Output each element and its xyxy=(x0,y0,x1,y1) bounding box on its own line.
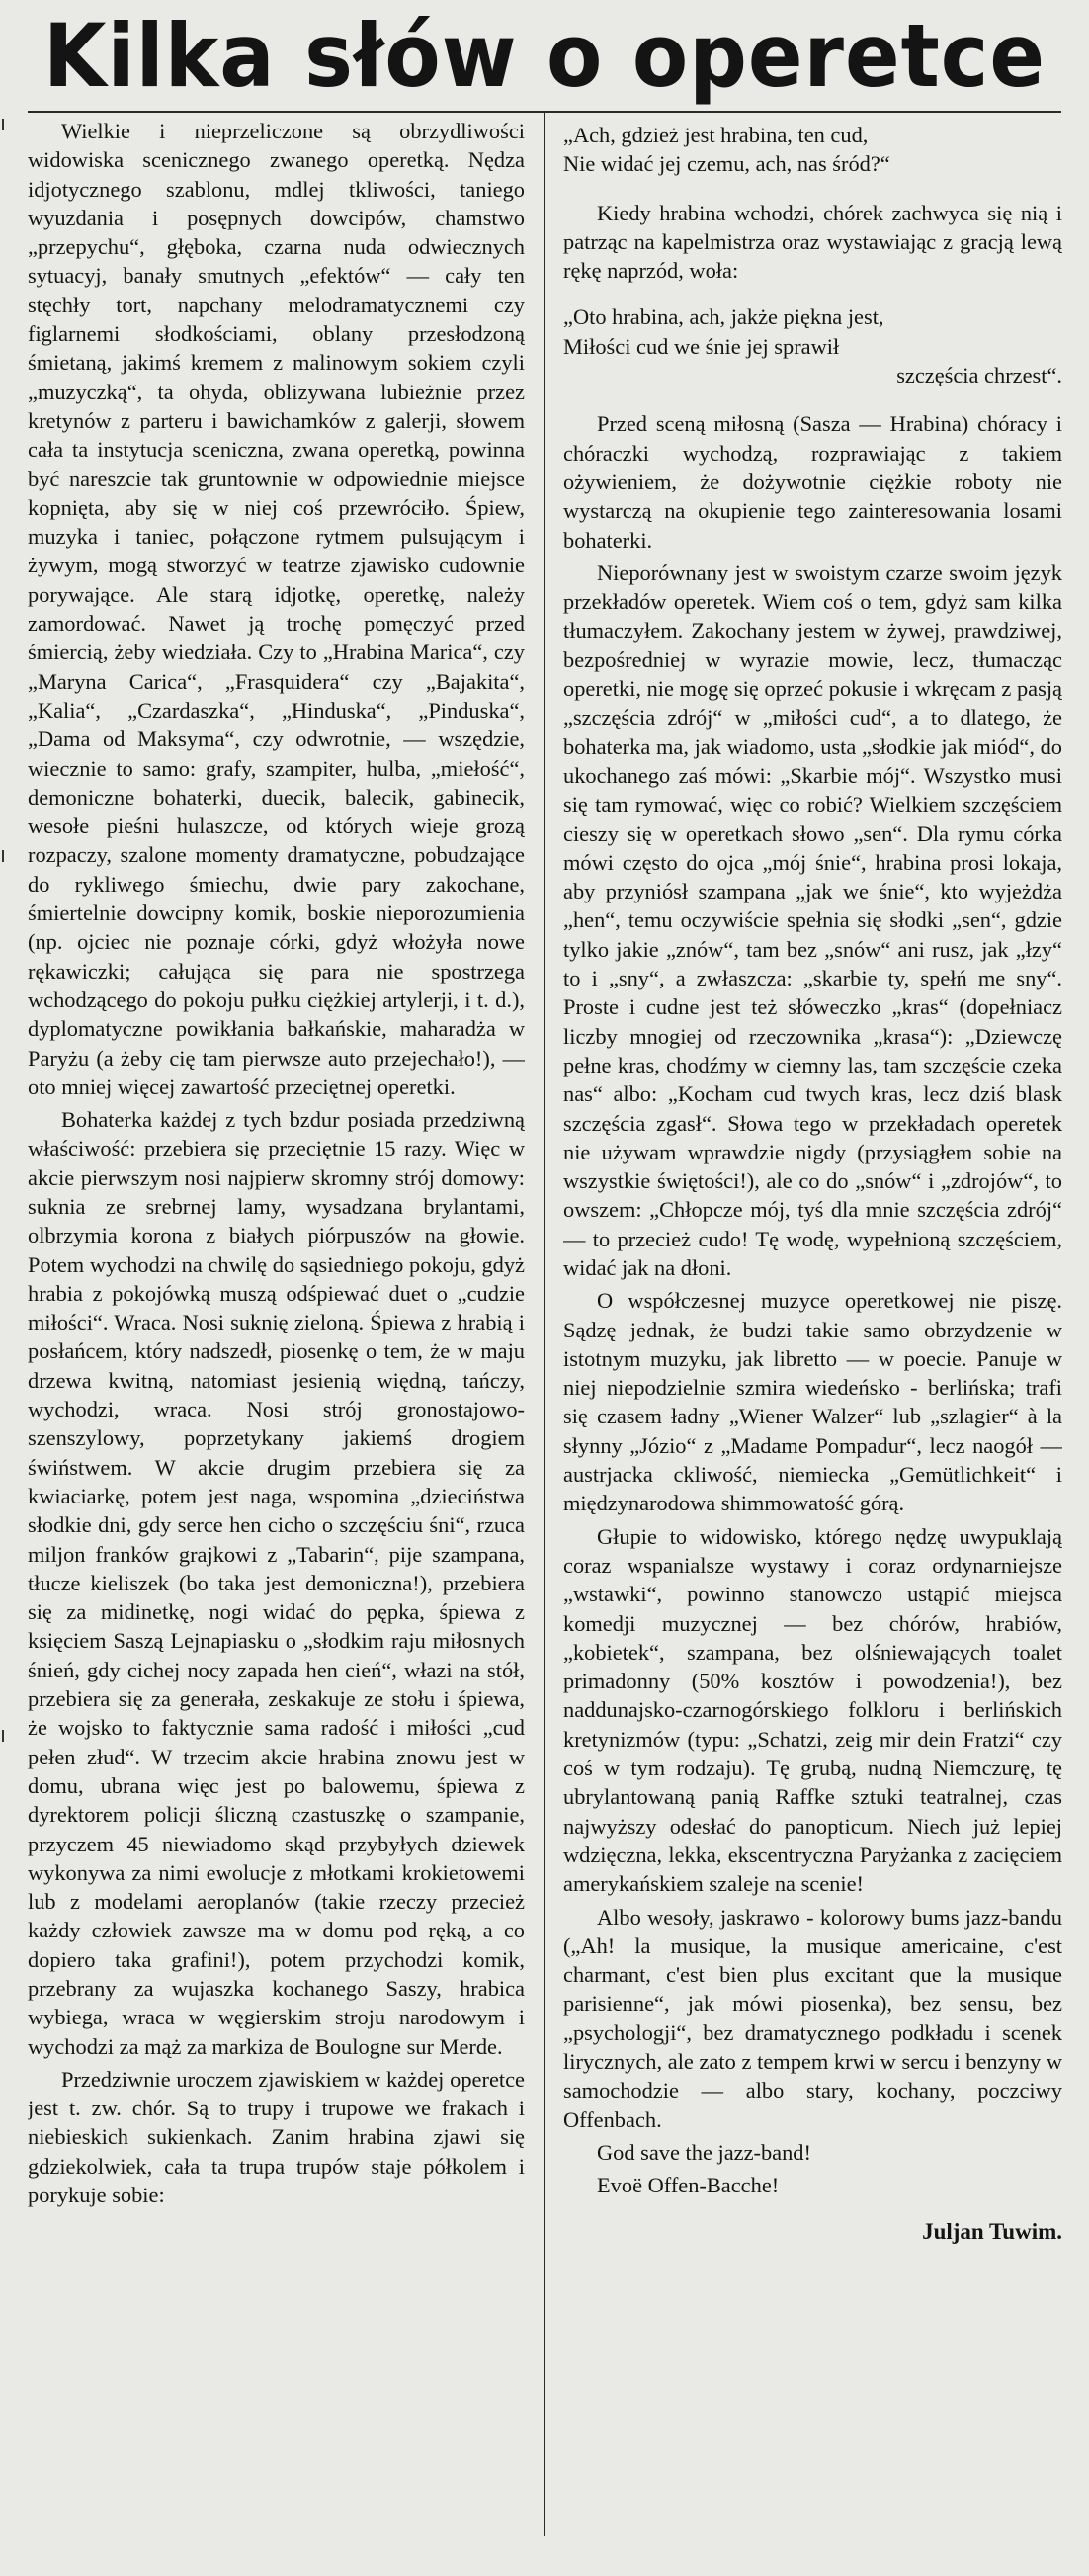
right-column xyxy=(563,117,1062,2548)
author-signature: Juljan Tuwim. xyxy=(922,2219,1062,2245)
paragraph: Albo wesoły, jaskrawo - kolorowy bums jazz-bandu („Ah! la musique, la musique americaine, c'est charmant, c'est bien plus excitant que la musique parisienne“, jak mówi piosenka), bez sensu, bez „psychologji“, bez dramatycznego podkładu i scenek lirycznych, ale zato z tempem krwi w sercu i benzyny w samochodzie — albo stary, kochany, poczciwy Offenbach. xyxy=(563,1904,1062,2132)
paragraph: Przed sceną miłosną (Sasza — Hrabina) chóracy i chóraczki wychodzą, rozprawiając z takiem ożywieniem, że dożywotnie ciężkie roboty nie wystarczą na okupienie tego zainteresowania losami bohaterki. xyxy=(563,411,1062,553)
column-divider xyxy=(544,111,545,2536)
margin-mark xyxy=(2,850,4,862)
closing-line: God save the jazz-band! xyxy=(597,2139,811,2165)
paragraph: O współczesnej muzyce operetkowej nie piszę. Sądzę jednak, że budzi takie samo obrzydzenie w istotnym muzyku, jak libretto — w poecie. Panuje w niej niepodzielnie szmira wiedeńsko - berlińska; trafi się czasem ładny „Wiener Walzer“ lub „szlagier“ à la słynny „Józio“ z „Madame Pompadur“, lecz naogół — austrjacka ckliwość, niemiecka „Gemütlichkeit“ i międzynarodowa shimmowatość górą. xyxy=(563,1288,1062,1516)
article-title: Kilka słów o operetce xyxy=(42,6,1047,108)
verse-chorus-1 xyxy=(563,121,1062,179)
verse-line: „Ach, gdzież jest hrabina, ten cud, xyxy=(563,123,869,147)
margin-mark xyxy=(2,119,4,130)
verse-line: Nie widać jej czemu, ach, nas śród?“ xyxy=(563,151,890,177)
paragraph: Głupie to widowisko, którego nędzę uwypuklają coraz wspanialsze wystawy i coraz ordynarniejsze „wstawki“, powinno stanowczo ustąpić miejsca komedji muzycznej — bez chórów, hrabiów, „kobietek“, szampana, bez olśniewających toalet primadonny (50% kosztów i powodzenia!), bez naddunajsko-czarnogórskiego folkloru i berlińskich kretynizmów (typu: „Schatzi, zeig mir dein Fratzi“ czy coś w tym rodzaju). Tę grubą, nudną Niemczurę, tę ubrylantowaną panią Raffke sztuki teatralnej, czas najwyższy odesłać do panopticum. Niech już lepiej wdzięczna, lekka, ekscentryczna Paryżanka z zacięciem amerykańskiem szaleje na scenie! xyxy=(563,1523,1062,1897)
margin-mark xyxy=(2,1730,4,1742)
paragraph: Kiedy hrabina wchodzi, chórek zachwyca się nią i patrząc na kapelmistrza oraz wystawiając z gracją lewą rękę naprzód, woła: xyxy=(563,200,1062,284)
closing-line: Evoë Offen-Bacche! xyxy=(597,2173,780,2198)
paragraph: Nieporównany jest w swoistym czarze swoim język przekładów operetek. Wiem coś o tem, gdyż sam kilka tłumaczyłem. Zakochany jestem w żywej, prawdziwej, bezpośredniej w wyrazie mowie, lecz, tłumacząc operetki, nie mogę się oprzeć pokusie i wkręcam z pasją „szczęścia zdrój“ w „miłości cud“, a to dlatego, że bohaterka ma, jak wiadomo, usta „słodkie jak miód“, do ukochanego zaś mówi: „Skarbie mój“. Wszystko musi się tam rymować, więc co robić? Wielkiem szczęściem cieszy się w operetkach słowo „sen“. Dla rymu córka mówi często do ojca „mój śnie“, hrabina prosi lokaja, aby przyniósł szampana „jak we śnie“, kto wyjeżdża „hen“, temu oczywiście spełnia się słodki „sen“, gdzie tylko jakie „znów“, tam bez „snów“ ani rusz, jak „łzy“ to i „sny“, a zwłaszcza: „skarbie ty, spełń me sny“. Proste i cudne jest też słóweczko „kras“ (dopełniacz liczby mnogiej od rzeczownika „krasa“): „Dziewczę pełne kras, chodźmy w ciemny las, tam szczęście czeka nas“ albo: „Kocham cud twych kras, lecz dziś blask szczęścia zgasł“. Słowa tego w przekładach operetek nie używam wprawdzie nigdy (przysiągłem sobie na wszystkie świętości!), ale co do „snów“ i „zdrojów“, to owszem: „Chłopcze mój, tyś dla mnie szczęścia zdrój“ — to przecież cudo! Tę wodę, wypełnioną szczęściem, widać jak na dłoni. xyxy=(563,559,1062,1280)
paragraph: Bohaterka każdej z tych bzdur posiada przedziwną właściwość: przebiera się przeciętnie 15 razy. Więc w akcie pierwszym nosi najpierw skromny strój domowy: suknia ze srebrnej lamy, wysadzana brylantami, olbrzymia korona z białych piórpuszów na głowie. Potem wychodzi na chwilę do sąsiedniego pokoju, gdyż hrabia z pokojówką muszą odśpiewać duet o „cudzie miłości“. Wraca. Nosi suknię zieloną. Śpiewa z hrabią i posłańcem, który nadszedł, piosenkę o tem, że w maju drzewa kwitną, natomiast jesienią więdną, tańczy, wychodzi, wraca. Nosi strój gronostajowo-szenszylowy, poprzetykany jakiemś drogiem świństwem. W akcie drugim przebiera się za kwiaciarkę, potem jest naga, wspomina „dzieciństwa słodkie dni, gdy serce hen cicho o szczęściu śni“, rzuca miljon franków grajkowi z „Tabarin“, pije szampana, tłucze kieliszek (bo taka jest demoniczna!), przebiera się za midinetkę, nogi widać do pępka, śpiewa z księciem Saszą Lejnapiasku o „słodkim raju miłosnych śnień, gdy cichej nocy zapada hen cień“, włazi na stół, przebiera się za generała, zeskakuje ze stołu i śpiewa, że wojsko to faktycznie sama radość i miłości „cud pełen złud“. W trzecim akcie hrabina znowu jest w domu, ubrana więc jest po balowemu, śpiewa z dyrektorem policji śliczną czastuszkę o szampanie, przyczem 45 niewiadomo skąd przybyłych dziewek wykonywa za nimi ewolucje z młotkami krokietowemi lub z modelami aeroplanów (takie rzeczy przecież każdy człowiek zawsze ma w domu pod ręką, a co dopiero taka grafini!), potem przychodzi komik, przebrany za wujaszka kochanego Saszy, hrabica wybiega, wraca w węgierskim stroju narodowym i wychodzi za mąż za markiza de Boulogne sur Merde. xyxy=(28,1107,525,2059)
verse-line: „Oto hrabina, ach, jakże piękna jest, xyxy=(563,304,884,330)
verse-line: szczęścia chrzest“. xyxy=(896,363,1062,388)
paragraph: Przedziwnie uroczem zjawiskiem w każdej operetce jest t. zw. chór. Są to trupy i trupowe we frakach i niebieskich sukienkach. Zanim hrabina zjawi się gdziekolwiek, cała ta trupa trupów staje półkolem i porykuje sobie: xyxy=(28,2066,525,2208)
verse-line: Miłości cud we śnie jej sprawił xyxy=(563,333,840,359)
paragraph: Wielkie i nieprzeliczone są obrzydliwości widowiska scenicznego zwanego operetką. Nędza idjotycznego szablonu, mdlej tkliwości, taniego wyuzdania i posępnych dowcipów, chamstwo „przepychu“, głęboka, czarna nuda odwiecznych sytuacyj, banały smutnych „efektów“ — cały ten stęchły tort, napchany melodramatycznemi czy figlarnemi słodkościami, oblany przesłodzoną śmietaną, jakimś kremem z malinowym sokiem czyli „muzyczką“, ta ohyda, oblizywana lubieżnie przez kretynów z parteru i bawichamków z galerji, słowem cała ta instytucja sceniczna, zwana operetką, powinna być nareszcie tak gruntownie w odpowiednie miejsce kopnięta, aby się w niej coś przewróciło. Śpiew, muzyka i taniec, połączone rytmem pulsującym i żywym, mogą stworzyć w teatrze zjawisko cudownie porywające. Ale starą idjotkę, operetkę, należy zamordować. Nawet ją trochę pomęczyć przed śmiercią, żeby wiedziała. Czy to „Hrabina Marica“, czy „Maryna Carica“, „Frasquidera“ czy „Bajakita“, „Kalia“, „Czardaszka“, „Hinduska“, „Pinduska“, „Dama od Maksyma“, czy odwrotnie, — wszędzie, wiecznie to samo: grafy, szampiter, hulba, „miełość“, demoniczne bohaterki, duecik, balecik, gabinecik, wesołe pieśni hulaszcze, od których wieje grozą rozpaczy, szalone momenty dramatyczne, pobudzające do rykliwego śmiechu, dwie pary zakochane, śmiertelnie dowcipny komik, boskie nieporozumienia (np. ojciec nie poznaje córki, gdyż włożyła nowe rękawiczki; całująca się para nie spostrzega wchodzącego do pokoju pułku ciężkiej artylerji, i t. d.), dyplomatyczne powikłania bałkańskie, maharadża w Paryżu (a żeby cię tam pierwsze auto przejechało!), — oto mniej więcej zawartość przeciętnej operetki. xyxy=(28,119,525,1099)
verse-chorus-2 xyxy=(563,302,1062,389)
left-column xyxy=(28,117,525,2548)
